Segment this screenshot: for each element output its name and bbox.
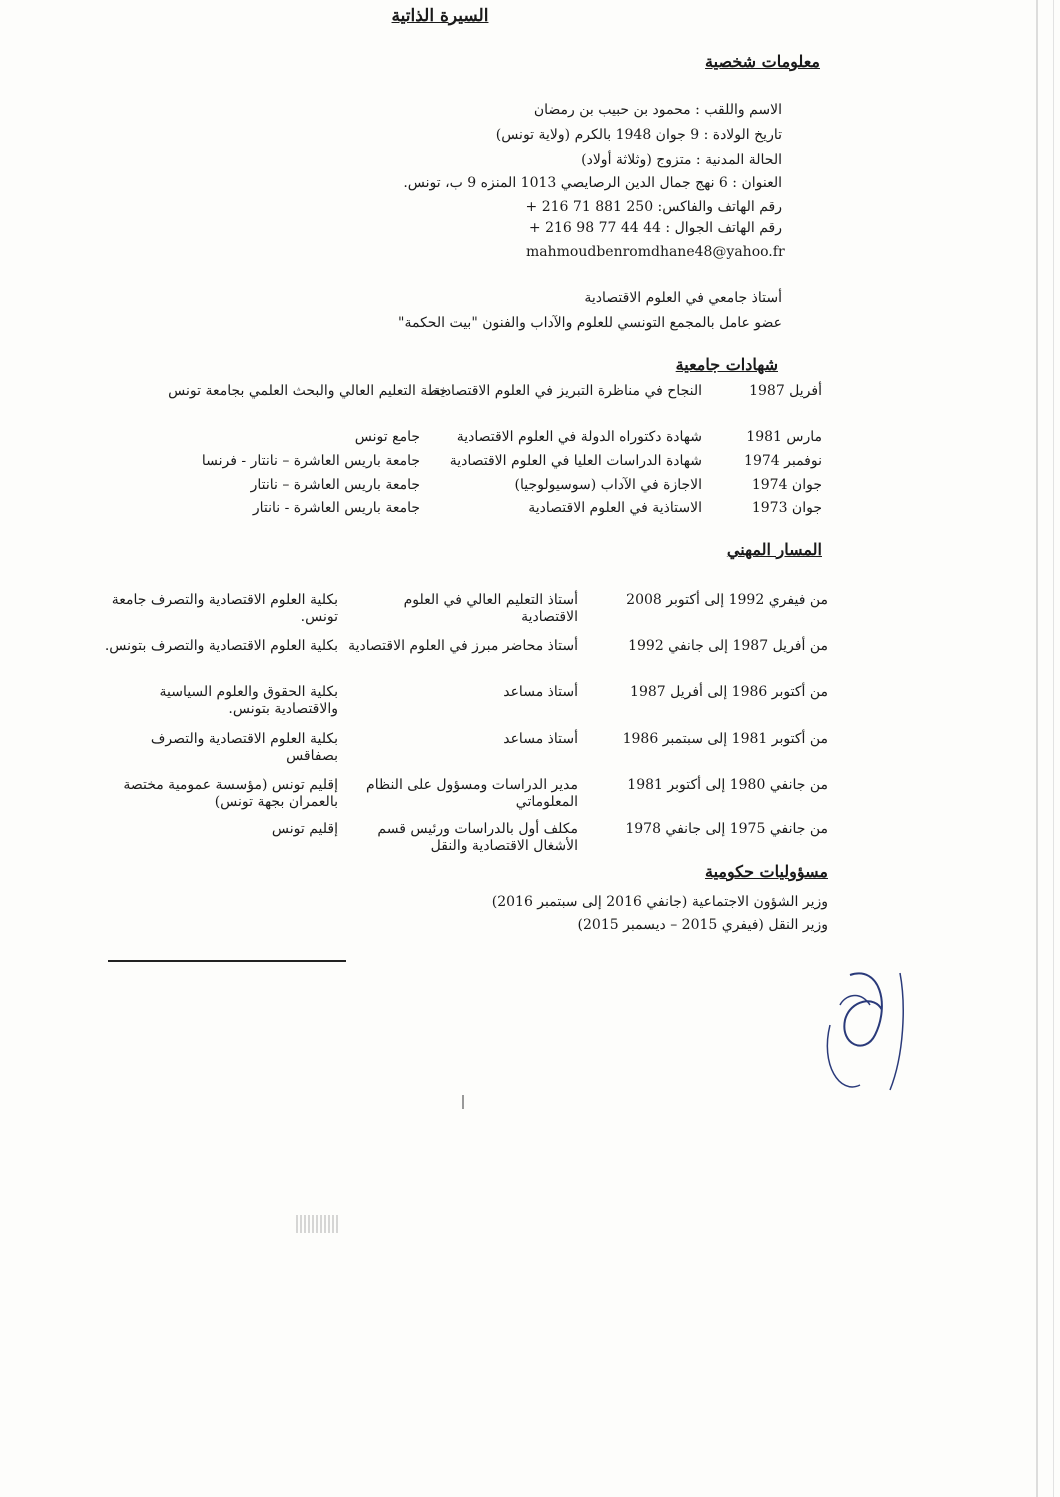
career-position: أستاذ مساعد bbox=[503, 731, 578, 747]
degree-institution: جامعة باريس العاشرة – نانتار - فرنسا bbox=[201, 453, 420, 469]
career-period: من فيفري 1992 إلى أكتوبر 2008 bbox=[626, 592, 828, 608]
career-row bbox=[0, 821, 1060, 865]
personal-line-name: الاسم واللقب : محمود بن حبيب بن رمضان bbox=[533, 102, 782, 118]
degree-date: نوفمبر 1974 bbox=[744, 453, 822, 469]
personal-line-mobile: رقم الهاتف الجوال : 44 44 77 98 216 + bbox=[528, 220, 782, 236]
career-position: مدير الدراسات ومسؤول على النظام المعلوماتي bbox=[366, 777, 578, 810]
government-heading: مسؤوليات حكومية bbox=[704, 862, 828, 881]
degree-row bbox=[0, 477, 1060, 497]
personal-line-address: العنوان : 6 نهج جمال الدين الرصايصي 1013 المنزه 9 ب، تونس. bbox=[403, 175, 782, 191]
government-line-transport: وزير النقل (فيفري 2015 – ديسمبر 2015) bbox=[577, 917, 828, 933]
handwritten-signature bbox=[820, 965, 910, 1105]
career-place: بكلية الحقوق والعلوم السياسية والاقتصادية بتونس. bbox=[159, 684, 338, 717]
degree-row bbox=[0, 429, 1060, 449]
career-place: إقليم تونس bbox=[271, 821, 338, 837]
scan-mark bbox=[462, 1095, 464, 1109]
degree-date: جوان 1974 bbox=[751, 477, 822, 493]
degree-title: شهادة دكتوراه الدولة في العلوم الاقتصادية bbox=[456, 429, 702, 445]
degree-institution: جامعة باريس العاشرة – نانتار bbox=[250, 477, 420, 493]
degree-row bbox=[0, 453, 1060, 473]
degree-date: أفريل 1987 bbox=[749, 383, 822, 399]
scan-smudge bbox=[296, 1215, 340, 1233]
career-position: أستاذ التعليم العالي في العلوم الاقتصادية bbox=[403, 592, 578, 625]
career-row bbox=[0, 592, 1060, 636]
career-position: أستاذ محاضر مبرز في العلوم الاقتصادية bbox=[348, 638, 578, 654]
career-place: بكلية العلوم الاقتصادية والتصرف بصفاقس bbox=[150, 731, 338, 764]
career-period: من أكتوبر 1981 إلى سبتمبر 1986 bbox=[622, 731, 828, 747]
membership-line: عضو عامل بالمجمع التونسي للعلوم والآداب والفنون "بيت الحكمة" bbox=[398, 315, 782, 331]
career-position: أستاذ مساعد bbox=[503, 684, 578, 700]
career-place: بكلية العلوم الاقتصادية والتصرف بتونس. bbox=[104, 638, 338, 654]
career-row bbox=[0, 684, 1060, 728]
degrees-heading: شهادات جامعية bbox=[675, 355, 778, 374]
degree-institution: جامعة باريس العاشرة - نانتار bbox=[252, 500, 420, 516]
government-line-social-affairs: وزير الشؤون الاجتماعية (جانفي 2016 إلى سبتمبر 2016) bbox=[491, 894, 828, 910]
career-period: من جانفي 1975 إلى جانفي 1978 bbox=[625, 821, 828, 837]
career-period: من أكتوبر 1986 إلى أفريل 1987 bbox=[630, 684, 828, 700]
horizontal-rule bbox=[108, 960, 346, 962]
career-period: من أفريل 1987 إلى جانفي 1992 bbox=[628, 638, 828, 654]
career-place: إقليم تونس (مؤسسة عمومية مختصة بالعمران بجهة تونس) bbox=[123, 777, 338, 810]
academic-title: أستاذ جامعي في العلوم الاقتصادية bbox=[584, 290, 782, 306]
degree-title: الاستاذية في العلوم الاقتصادية bbox=[528, 500, 702, 516]
degree-date: مارس 1981 bbox=[746, 429, 822, 445]
career-heading: المسار المهني bbox=[726, 540, 822, 559]
career-row bbox=[0, 731, 1060, 775]
career-position: مكلف أول بالدراسات ورئيس قسم الأشغال الاقتصادية والنقل bbox=[377, 821, 578, 854]
personal-line-birth: تاريخ الولادة : 9 جوان 1948 بالكرم (ولاية تونس) bbox=[495, 127, 782, 143]
personal-line-phone-fax: رقم الهاتف والفاكس: 250 881 71 216 + bbox=[525, 199, 782, 215]
career-period: من جانفي 1980 إلى أكتوبر 1981 bbox=[627, 777, 828, 793]
personal-info-heading: معلومات شخصية bbox=[705, 52, 820, 71]
degree-title: شهادة الدراسات العليا في العلوم الاقتصادية bbox=[449, 453, 702, 469]
degree-title: النجاح في مناظرة التبريز في العلوم الاقتصادية bbox=[433, 383, 702, 399]
personal-line-civil-status: الحالة المدنية : متزوج (وثلاثة أولاد) bbox=[581, 152, 782, 168]
career-row bbox=[0, 638, 1060, 682]
career-row bbox=[0, 777, 1060, 821]
degree-date: جوان 1973 bbox=[751, 500, 822, 516]
career-place: بكلية العلوم الاقتصادية والتصرف جامعة تونس. bbox=[111, 592, 338, 625]
degree-row bbox=[0, 500, 1060, 520]
degree-institution: خطة التعليم العالي والبحث العلمي بجامعة تونس bbox=[168, 383, 448, 399]
degree-title: الاجازة في الآداب (سوسيولوجيا) bbox=[514, 477, 702, 493]
document-title: السيرة الذاتية bbox=[391, 6, 489, 26]
degree-institution: جامع تونس bbox=[354, 429, 420, 445]
degree-row bbox=[0, 383, 1060, 421]
email-link[interactable]: mahmoudbenromdhane48@yahoo.fr bbox=[526, 244, 785, 260]
